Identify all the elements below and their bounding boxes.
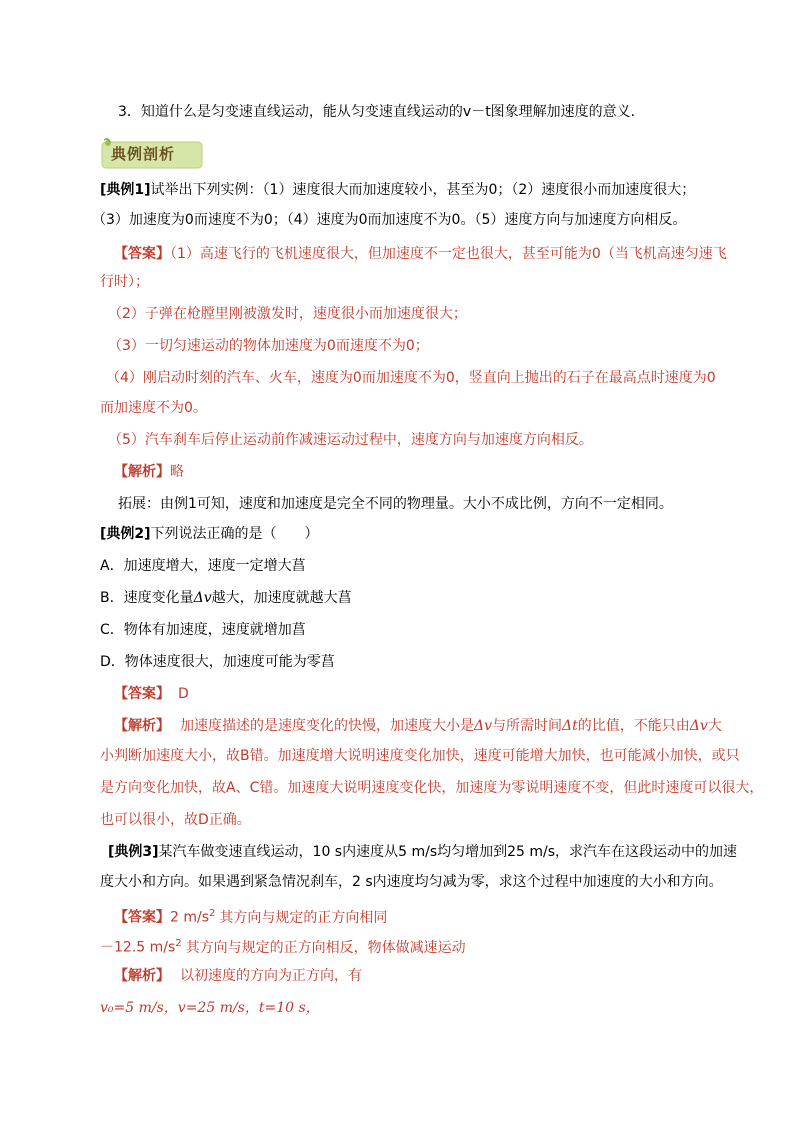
example-2-answer: 【答案】 D <box>114 686 189 702</box>
option-d: D．物体速度很大，加速度可能为零菖 <box>100 654 335 670</box>
example-1-answer-2: （2）子弹在枪膛里刚被激发时，速度很小而加速度很大； <box>108 306 467 322</box>
example-1-question-line-2: （3）加速度为0而速度不为0；（4）速度为0而加速度不为0。（5）速度方向与加速度方向相反。 <box>92 212 687 228</box>
example-2-tag: [典例2] <box>100 526 151 542</box>
analysis-label: 【解析】 <box>114 464 170 480</box>
example-3-question-line-1: [典例3]某汽车做变速直线运动，10 s内速度从5 m/s均匀增加到25 m/s，求汽车在这段运动中的加速 <box>108 844 738 860</box>
option-b: B．速度变化量Δv越大，加速度就越大菖 <box>100 590 352 606</box>
example-1-answer-line-2: 行时）； <box>100 274 149 290</box>
example-3-tag: [典例3] <box>108 844 159 860</box>
example-1-extension: 拓展：由例1可知，速度和加速度是完全不同的物理量。大小不成比例，方向不一定相同。 <box>118 496 673 512</box>
example-2-analysis-line-4: 也可以很小，故D正确。 <box>100 812 251 828</box>
example-1-answer-4a: （4）刚启动时刻的汽车、火车，速度为0而加速度不为0，竖直向上抛出的石子在最高点时速度为0 <box>106 370 716 386</box>
section-badge: 典例剖析 <box>111 145 176 163</box>
example-1-question-line-1: [典例1]试举出下列实例：（1）速度很大而加速度较小，甚至为0；（2）速度很小而加速度很大； <box>100 182 696 198</box>
example-1-answer-line-1: 【答案】（1）高速飞行的飞机速度很大，但加速度不一定也很大，甚至可能为0（当飞机高速匀速飞 <box>114 246 727 262</box>
example-3-answer-1: 【答案】2 $m/s^2$ 其方向与规定的正方向相同 <box>114 908 388 926</box>
example-3-given-values: v₀=5 m/s，v=25 m/s，t=10 s， <box>100 1000 320 1016</box>
example-1-analysis: 【解析】略 <box>114 464 184 480</box>
example-1-tag: [典例1] <box>100 182 151 198</box>
example-1-answer-3: （3）一切匀速运动的物体加速度为0而速度不为0； <box>108 338 429 354</box>
option-c: C．物体有加速度，速度就增加菖 <box>100 622 306 638</box>
example-3-question-line-2: 度大小和方向。如果遇到紧急情况刹车，2 s内速度均匀减为零，求这个过程中加速度的大小和方向。 <box>100 874 723 890</box>
example-3-analysis: 【解析】 以初速度的方向为正方向，有 <box>114 968 362 984</box>
objective-3: 3．知道什么是匀变速直线运动，能从匀变速直线运动的v－t图象理解加速度的意义． <box>118 104 645 120</box>
example-2-analysis-line-3: 是方向变化加快，故A、C错。加速度大说明速度变化快，加速度为零说明速度不变，但此时速度可以很大， <box>100 780 764 796</box>
example-2-analysis-line-1: 【解析】 加速度描述的是速度变化的快慢，加速度大小是Δv与所需时间Δt的比值，不能只由Δv大 <box>114 718 722 734</box>
example-1-answer-5: （5）汽车刹车后停止运动前作减速运动过程中，速度方向与加速度方向相反。 <box>108 432 593 448</box>
example-2-analysis-line-2: 小判断加速度大小，故B错。加速度增大说明速度变化加快，速度可能增大加快，也可能减小加快，或只 <box>100 748 740 764</box>
example-2-question: [典例2]下列说法正确的是（ ） <box>100 526 319 542</box>
answer-label: 【答案】 <box>114 246 170 262</box>
example-3-answer-2: －12.5 $m/s^2$ 其方向与规定的正方向相反，物体做减速运动 <box>100 938 466 956</box>
example-1-answer-4b: 而加速度不为0。 <box>100 400 207 416</box>
option-a: A．加速度增大，速度一定增大菖 <box>100 558 306 574</box>
